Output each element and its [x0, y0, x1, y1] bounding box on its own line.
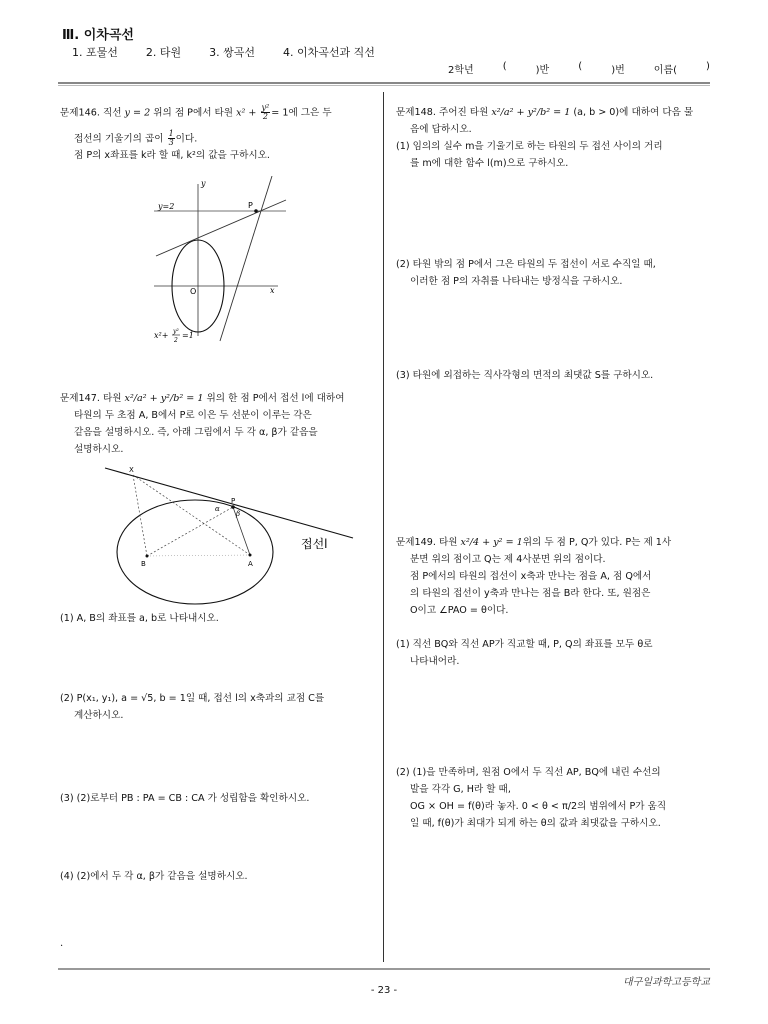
p147-line-1: 문제147. 타원 x²/a² + y²/b² = 1 위의 한 점 P에서 접선 l에 대하여	[60, 393, 345, 404]
header-rule-thin	[58, 85, 710, 86]
page-number: - 23 -	[370, 985, 398, 996]
grade-label: 2학년	[448, 65, 474, 76]
fig146-point-p: P	[248, 201, 253, 210]
section-title: Ⅲ. 이차곡선	[62, 28, 134, 43]
fig147-point-x: X	[129, 466, 134, 474]
p147-q2-line-1: (2) P(x₁, y₁), a = √5, b = 1일 때, 접선 l의 x축과의 교점 C를	[60, 693, 325, 704]
p148-q2-line-2: 이러한 점 P의 자취를 나타내는 방정식을 구하시오.	[410, 276, 623, 287]
p149-q2	[396, 764, 666, 832]
p149-q1-line-1: (1) 직선 BQ와 직선 AP가 직교할 때, P, Q의 좌표를 모두 θ로	[396, 639, 653, 650]
p148-line-1: 문제148. 주어진 타원 x²/a² + y²/b² = 1 (a, b > 0)에 대하여 다음 물	[396, 107, 694, 118]
p148-q2	[396, 256, 656, 290]
class-label: )반	[535, 65, 550, 76]
p147-line-2: 타원의 두 초점 A, B에서 P로 이은 두 선분이 이루는 각은	[74, 410, 312, 421]
p147-line-4: 설명하시오.	[74, 444, 124, 455]
fig146-origin: O	[190, 287, 197, 296]
class-open: (	[502, 61, 507, 72]
p147-q3: (3) (2)로부터 PB : PA = CB : CA 가 성립함을 확인하시오.	[60, 793, 310, 804]
school-name: 대구일과학고등학교	[623, 977, 710, 988]
nav-item-parabola: 1. 포물선	[72, 46, 118, 59]
p147-q1: (1) A, B의 좌표를 a, b로 나타내시오.	[60, 613, 219, 624]
problem-147	[60, 390, 344, 458]
p149-line-3: 점 P에서의 타원의 접선이 x축과 만나는 점을 A, 점 Q에서	[410, 571, 652, 582]
p146-line-2: 접선의 기울기의 곱이 $\frac{1}{3}$ 이다.	[74, 128, 198, 147]
fig146-eq-den: 2	[174, 337, 178, 344]
p149-q2-line-4: 일 때, f(θ)가 최대가 되게 하는 θ의 값과 최댓값을 구하시오.	[410, 818, 661, 829]
p148-q2-line-1: (2) 타원 밖의 점 P에서 그은 타원의 두 접선이 서로 수직일 때,	[396, 259, 656, 270]
fig147-point-p: P	[231, 497, 236, 505]
fig146-y-label: y	[201, 179, 206, 188]
column-divider	[383, 92, 384, 962]
footer-rule	[58, 968, 710, 970]
problem-149	[396, 534, 671, 619]
fig146-eq-num: y²	[173, 328, 179, 335]
p148-q3: (3) 타원에 외접하는 직사각형의 면적의 최댓값 S를 구하시오.	[396, 370, 654, 381]
p146-line-3: 점 P의 x좌표를 k라 할 때, k²의 값을 구하시오.	[74, 150, 270, 161]
fig147-focus-a: A	[248, 560, 253, 568]
fig147-alpha: α	[215, 505, 220, 513]
p149-q1-line-2: 나타내어라.	[410, 656, 460, 667]
p146-line-1: 문제146. 직선 y = 2 위의 점 P에서 타원 x² + $\frac{\text{y²}}{2}$ = 1에 그은 두	[60, 103, 332, 121]
p147-q4: (4) (2)에서 두 각 α, β가 같음을 설명하시오.	[60, 871, 248, 882]
p149-line-2: 분면 위의 점이고 Q는 제 4사분면 위의 점이다.	[410, 554, 606, 565]
p149-q1	[396, 636, 652, 670]
p147-figure	[95, 462, 365, 612]
number-open: (	[578, 61, 583, 72]
fig147-focus-b: B	[141, 560, 146, 568]
p149-line-5: O이고 ∠PAO = θ이다.	[410, 605, 509, 616]
problem-146	[60, 104, 332, 164]
p148-q1-line-2: 를 m에 대한 함수 l(m)으로 구하시오.	[410, 158, 569, 169]
fig146-x-label: x	[270, 286, 275, 295]
nav-item-conic-line: 4. 이차곡선과 직선	[283, 46, 375, 59]
nav-item-ellipse: 2. 타원	[145, 46, 182, 59]
p149-q2-line-2: 발을 각각 G, H라 할 때,	[410, 784, 511, 795]
header-rule	[58, 82, 710, 84]
p147-line-3: 같음을 설명하시오. 즉, 아래 그림에서 두 각 α, β가 같음을	[74, 427, 318, 438]
name-close: )	[706, 61, 710, 72]
number-label: )번	[611, 65, 625, 76]
fig146-line-label: y=2	[158, 202, 175, 211]
p149-q2-line-3: OG × OH = f(θ)라 놓자. 0 < θ < π/2의 범위에서 P가 움직	[410, 801, 667, 812]
problem-148	[396, 104, 693, 172]
fig147-tangent-label: 접선l	[301, 537, 328, 551]
fig146-eq-tail: =1	[182, 331, 194, 340]
p149-q2-line-1: (2) (1)을 만족하며, 원점 O에서 두 직선 AP, BQ에 내린 수선의	[396, 767, 661, 778]
p147-q2-line-2: 계산하시오.	[74, 710, 124, 721]
p148-q1-line-1: (1) 임의의 실수 m을 기울기로 하는 타원의 두 접선 사이의 거리	[396, 141, 663, 152]
student-info-line	[448, 61, 710, 76]
p149-line-1: 문제149. 타원 x²/4 + y² = 1위의 두 점 P, Q가 있다. P는 제 1사	[396, 537, 672, 548]
fig147-beta: β	[236, 510, 241, 518]
p146-figure	[146, 176, 296, 346]
topic-nav	[72, 44, 375, 60]
p148-line-2: 음에 답하시오.	[410, 124, 472, 135]
name-label: 이름(	[653, 65, 678, 76]
p147-q2	[60, 690, 324, 724]
nav-item-hyperbola: 3. 쌍곡선	[209, 46, 255, 59]
fig146-eq-head: x²+	[154, 331, 169, 340]
stray-dot: .	[60, 938, 64, 949]
p149-line-4: 의 타원의 접선이 y축과 만나는 점을 B라 한다. 또, 원점은	[410, 588, 651, 599]
